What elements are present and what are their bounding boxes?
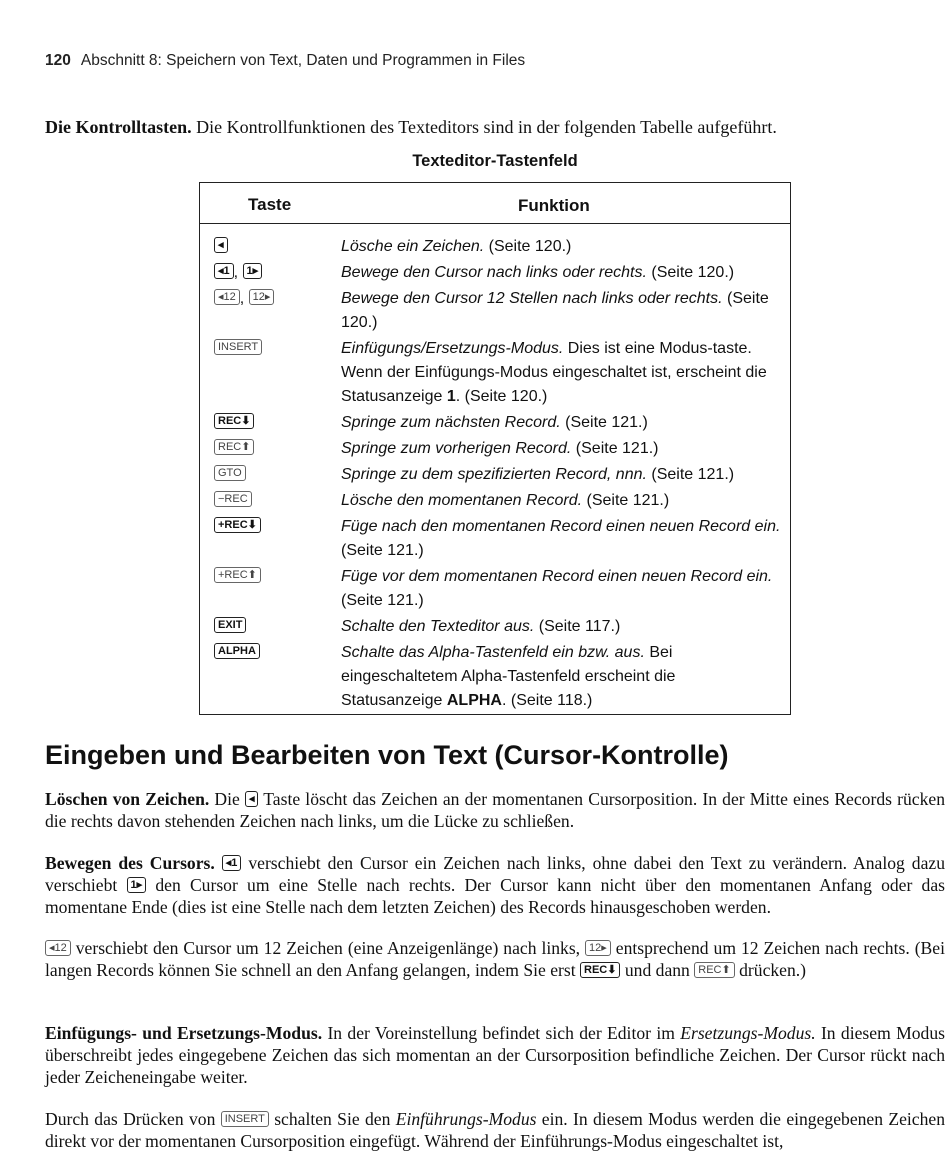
paragraph-text: drücken.) [734, 960, 807, 980]
function-name: Springe zu dem spezifizierten Record, nnn. [341, 466, 647, 483]
paragraph-text: Durch das Drücken von [45, 1109, 221, 1129]
key-rec-up: REC⬆ [694, 962, 734, 978]
intro-text: Die Kontrollfunktionen des Texteditors sind in der folgenden Tabelle aufgeführt. [191, 117, 777, 137]
function-name: Lösche ein Zeichen. [341, 238, 485, 255]
key-insert: INSERT [221, 1111, 269, 1127]
key-left-12: ◂12 [214, 289, 240, 305]
function-name: Bewege den Cursor 12 Stellen nach links oder rechts. [341, 290, 723, 307]
function-name: Einfügungs/Ersetzungs-Modus. [341, 340, 564, 357]
function-name: Lösche den momentanen Record. [341, 492, 583, 509]
function-name: Schalte das Alpha-Tastenfeld ein bzw. aus. [341, 644, 645, 661]
key-delete: ◂ [214, 237, 228, 253]
key-left: ◂1 [214, 263, 234, 279]
paragraph-text: verschiebt den Cursor um 12 Zeichen (eine Anzeigenlänge) nach links, [70, 938, 586, 958]
function-text: (Seite 121.) [341, 592, 424, 609]
paragraph-text: In diesem Modus überschreibt jedes eingegebene Zeichen das sich momentan an der Cursorposition befindliche Zeichen. Der Cursor rückt nach jeder Zeicheneingabe weiter. [45, 1023, 945, 1087]
paragraph-lead: Bewegen des Cursors. [45, 853, 215, 873]
function-text: Dies ist eine Modus-taste. Wenn der Einfügungs-Modus eingeschaltet ist, erscheint die Statusanzeige [341, 340, 767, 405]
column-header-function: Funktion [518, 196, 590, 215]
paragraph-text: entsprechend um 12 Zeichen nach rechts. (Bei langen Records können Sie schnell an den Anfang gelangen, indem Sie erst [45, 938, 945, 980]
key-exit: EXIT [214, 617, 246, 633]
key-table [199, 182, 791, 715]
function-text: (Seite 121.) [341, 542, 424, 559]
key-plus-rec-down: +REC⬇ [214, 517, 261, 533]
function-text: (Seite 120.) [484, 238, 572, 255]
function-text: (Seite 120.) [646, 264, 735, 281]
paragraph-insert-replace [45, 1022, 945, 1088]
paragraph-text: schalten Sie den [268, 1109, 396, 1129]
status-indicator: 1 [446, 388, 456, 405]
paragraph-move-12 [45, 937, 945, 981]
intro-paragraph [45, 117, 925, 138]
paragraph-text: verschiebt den Cursor ein Zeichen nach links, ohne dabei den Text zu verändern. Analog dazu verschiebt [45, 853, 945, 895]
function-text-end: . (Seite 120.) [455, 388, 548, 405]
paragraph-emphasis: Ersetzungs-Modus. [680, 1023, 816, 1043]
status-indicator: ALPHA [446, 692, 502, 709]
function-text-end: . (Seite 118.) [501, 692, 593, 709]
paragraph-text: Taste löscht das Zeichen an der momentanen Cursorposition. In der Mitte eines Records rücken die rechts davon stehenden Zeichen nach links, um die Lücke zu schließen. [45, 789, 945, 831]
key-rec-down: REC⬇ [214, 413, 254, 429]
key-left-12: ◂12 [45, 940, 71, 956]
function-text: (Seite 117.) [534, 618, 621, 635]
key-left: ◂1 [222, 855, 242, 871]
key-separator: , [239, 290, 249, 307]
key-insert: INSERT [214, 339, 262, 355]
paragraph-move-cursor [45, 852, 945, 918]
function-name: Bewege den Cursor nach links oder rechts. [341, 264, 647, 281]
function-text: (Seite 121.) [646, 466, 735, 483]
key-minus-rec: −REC [214, 491, 252, 507]
paragraph-insert-mode [45, 1108, 945, 1152]
key-gto: GTO [214, 465, 246, 481]
key-delete: ◂ [245, 791, 259, 807]
function-text: (Seite 121.) [582, 492, 670, 509]
function-name: Füge nach den momentanen Record einen neuen Record ein. [341, 518, 781, 535]
function-name: Füge vor dem momentanen Record einen neuen Record ein. [341, 568, 773, 585]
paragraph-text: Die [209, 789, 245, 809]
running-head-text: Abschnitt 8: Speichern von Text, Daten und Programmen in Files [80, 52, 526, 69]
page-number: 120 [45, 52, 71, 69]
key-right-12: 12▸ [585, 940, 611, 956]
paragraph-delete-chars [45, 788, 945, 832]
key-alpha: ALPHA [214, 643, 260, 659]
paragraph-text: ein. In diesem Modus werden die eingegebenen Zeichen direkt vor der momentanen Cursorposition eingefügt. Während der Einführungs-Modus eingeschaltet ist, [45, 1109, 946, 1151]
key-right-12: 12▸ [249, 289, 275, 305]
function-text: Bei eingeschaltetem Alpha-Tastenfeld erscheint die Statusanzeige [341, 644, 676, 709]
column-header-key: Taste [248, 195, 292, 214]
paragraph-text: und dann [620, 960, 695, 980]
key-right: 1▸ [127, 877, 147, 893]
key-rec-down: REC⬇ [580, 962, 620, 978]
function-name: Springe zum vorherigen Record. [341, 440, 572, 457]
key-separator: , [233, 264, 243, 281]
paragraph-text: den Cursor um eine Stelle nach rechts. Der Cursor kann nicht über den momentanen Anfang oder das momentane Ende (dies ist eine Stelle nach dem letzten Zeichen) des Records hinausgeschoben werden. [45, 875, 945, 917]
function-text: (Seite 120.) [341, 290, 769, 331]
function-text: (Seite 121.) [571, 440, 659, 457]
table-caption: Texteditor-Tastenfeld [412, 152, 578, 170]
running-head [45, 52, 525, 70]
paragraph-lead: Löschen von Zeichen. [45, 789, 210, 809]
function-name: Springe zum nächsten Record. [341, 414, 561, 431]
function-name: Schalte den Texteditor aus. [341, 618, 535, 635]
section-title: Eingeben und Bearbeiten von Text (Cursor-Kontrolle) [45, 740, 729, 770]
function-text: (Seite 121.) [560, 414, 648, 431]
key-right: 1▸ [243, 263, 263, 279]
paragraph-text: In der Voreinstellung befindet sich der Editor im [322, 1023, 681, 1043]
paragraph-lead: Einfügungs- und Ersetzungs-Modus. [45, 1023, 323, 1043]
intro-lead: Die Kontrolltasten. [45, 117, 192, 137]
table-header [200, 183, 790, 224]
paragraph-emphasis: Einführungs-Modus [395, 1109, 537, 1129]
key-rec-up: REC⬆ [214, 439, 254, 455]
key-plus-rec-up: +REC⬆ [214, 567, 261, 583]
